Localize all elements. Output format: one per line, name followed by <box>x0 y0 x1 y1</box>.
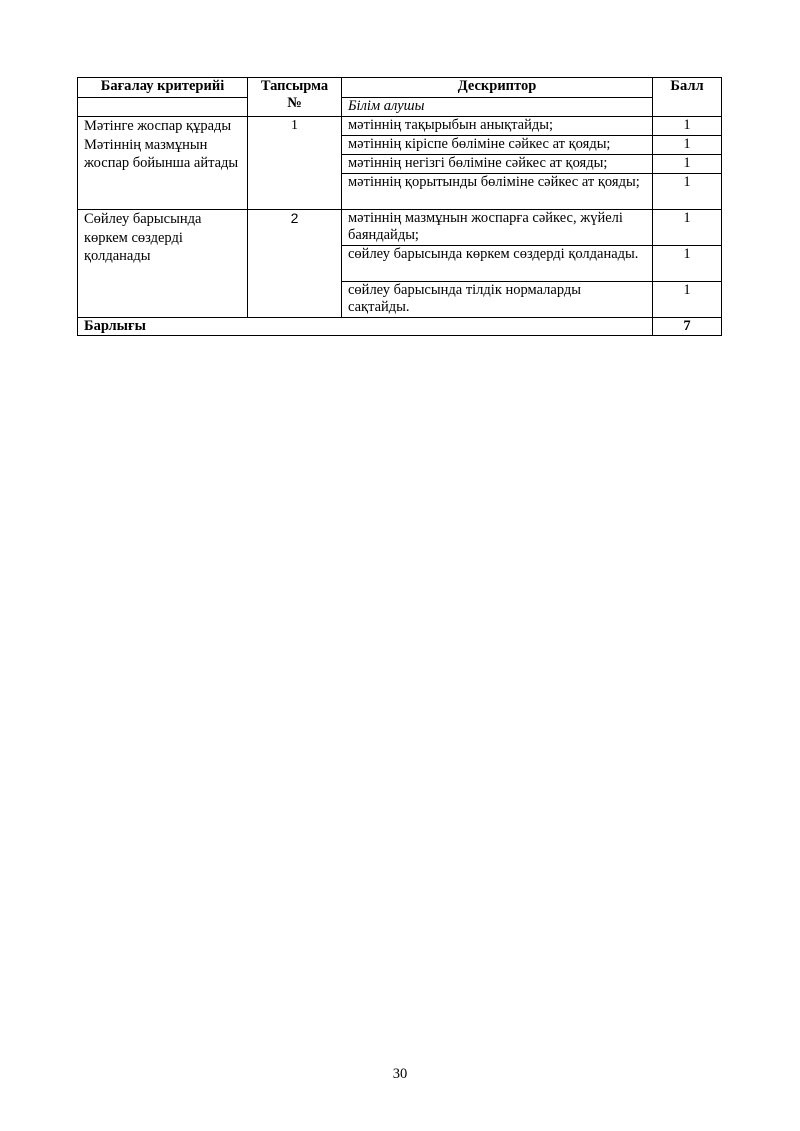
table-subheader-row <box>78 98 722 117</box>
header-task-text: Тапсырма № <box>260 78 329 111</box>
criterion-cell <box>78 210 248 318</box>
total-label: Барлығы <box>78 318 653 336</box>
descriptor-cell: мәтіннің негізгі бөліміне сәйкес ат қояды; <box>342 155 653 174</box>
criterion-cell <box>78 117 248 210</box>
total-value: 7 <box>653 318 722 336</box>
table-header-row <box>78 78 722 98</box>
descriptor-cell: сөйлеу барысында көркем сөздерді қолданады. <box>342 246 653 282</box>
descriptor-cell: мәтіннің тақырыбын анықтайды; <box>342 117 653 136</box>
header-task <box>248 78 342 117</box>
page-number: 30 <box>392 1066 408 1082</box>
score-cell: 1 <box>653 210 722 246</box>
descriptor-cell: мәтіннің кіріспе бөліміне сәйкес ат қояды; <box>342 136 653 155</box>
header-descriptor-sub: Білім алушы <box>342 98 653 117</box>
score-cell: 1 <box>653 174 722 210</box>
criterion-line: Сөйлеу барысында көркем сөздерді қолданады <box>84 211 202 264</box>
descriptor-cell: сөйлеу барысында тілдік нормаларды сақтайды. <box>342 282 653 318</box>
task-number-cell: 1 <box>248 117 342 210</box>
table-row <box>78 210 722 246</box>
score-cell: 1 <box>653 136 722 155</box>
score-cell: 1 <box>653 117 722 136</box>
table-total-row <box>78 318 722 336</box>
task-number-cell: 2 <box>248 210 342 318</box>
score-cell: 1 <box>653 282 722 318</box>
criterion-line: Мәтінге жоспар құрады <box>84 118 232 134</box>
header-criterion: Бағалау критерийі <box>78 78 248 98</box>
table-row <box>78 117 722 136</box>
header-score: Балл <box>653 78 722 117</box>
score-cell: 1 <box>653 246 722 282</box>
descriptor-cell: мәтіннің мазмұнын жоспарға сәйкес, жүйелі баяндайды; <box>342 210 653 246</box>
criterion-line: Мәтіннің мазмұнын жоспар бойынша айтады <box>84 136 239 171</box>
header-descriptor: Дескриптор <box>342 78 653 98</box>
header-criterion-empty <box>78 98 248 117</box>
descriptor-cell: мәтіннің қорытынды бөліміне сәйкес ат қояды; <box>342 174 653 210</box>
score-cell: 1 <box>653 155 722 174</box>
assessment-rubric-table <box>77 77 722 336</box>
